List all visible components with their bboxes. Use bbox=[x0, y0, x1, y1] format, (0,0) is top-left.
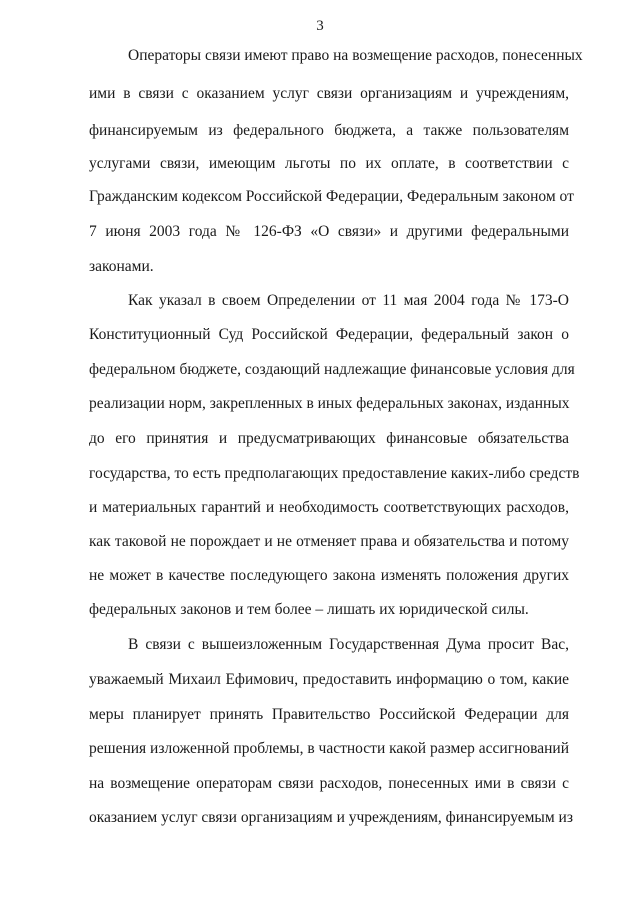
paragraph-3-line-5: на возмещение операторам связи расходов, понесенных ими в связи с bbox=[89, 775, 569, 792]
paragraph-1-line-4: услугами связи, имеющим льготы по их оплате, в соответствии с bbox=[89, 155, 569, 172]
paragraph-2-line-9: не может в качестве последующего закона изменять положения других bbox=[89, 567, 569, 584]
paragraph-2-line-7: и материальных гарантий и необходимость соответствующих расходов, bbox=[89, 499, 569, 516]
paragraph-2-line-4: реализации норм, закрепленных в иных федеральных законах, изданных bbox=[89, 395, 570, 412]
paragraph-3-line-6: оказанием услуг связи организациям и учреждениям, финансируемым из bbox=[89, 809, 573, 826]
paragraph-1-line-3: финансируемым из федерального бюджета, а также пользователям bbox=[89, 122, 569, 139]
paragraph-1-line-7: законами. bbox=[89, 258, 154, 275]
paragraph-3-line-2: уважаемый Михаил Ефимович, предоставить информацию о том, какие bbox=[89, 671, 569, 688]
paragraph-3-line-1: В связи с вышеизложенным Государственная Дума просит Вас, bbox=[128, 636, 569, 653]
paragraph-3-line-3: меры планирует принять Правительство Российской Федерации для bbox=[89, 706, 569, 723]
paragraph-2-line-2: Конституционный Суд Российской Федерации, федеральный закон о bbox=[89, 326, 569, 343]
page-number: 3 bbox=[316, 18, 324, 34]
paragraph-2-line-1: Как указал в своем Определении от 11 мая 2004 года № 173-О bbox=[128, 292, 569, 309]
paragraph-2-line-8: как таковой не порождает и не отменяет права и обязательства и потому bbox=[89, 533, 569, 550]
paragraph-1-line-1: Операторы связи имеют право на возмещение расходов, понесенных bbox=[128, 47, 583, 64]
paragraph-2-line-5: до его принятия и предусматривающих финансовые обязательства bbox=[89, 430, 569, 447]
paragraph-2-line-3: федеральном бюджете, создающий надлежащие финансовые условия для bbox=[89, 361, 575, 378]
paragraph-3-line-4: решения изложенной проблемы, в частности какой размер ассигнований bbox=[89, 740, 570, 757]
paragraph-2-line-10: федеральных законов и тем более – лишать их юридической силы. bbox=[89, 601, 529, 618]
paragraph-2-line-6: государства, то есть предполагающих предоставление каких-либо средств bbox=[89, 465, 580, 482]
paragraph-1-line-5: Гражданским кодексом Российской Федерации, Федеральным законом от bbox=[89, 188, 574, 205]
paragraph-1-line-2: ими в связи с оказанием услуг связи организациям и учреждениям, bbox=[89, 85, 569, 102]
paragraph-1-line-6: 7 июня 2003 года № 126-ФЗ «О связи» и другими федеральными bbox=[89, 223, 569, 240]
